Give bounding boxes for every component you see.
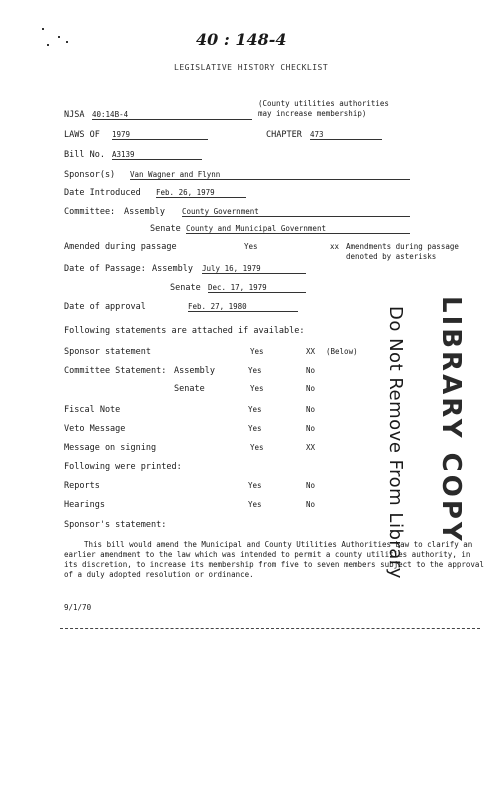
approval-value: Feb. 27, 1980 [188, 302, 298, 312]
speck [47, 44, 49, 46]
passage-assembly-label: Assembly [152, 264, 193, 274]
passage-senate-label: Senate [170, 283, 201, 293]
statement-no: No [306, 424, 316, 433]
statement-sub-label: Assembly [174, 366, 215, 376]
statement-label: Sponsor statement [64, 347, 151, 357]
statement-label: Message on signing [64, 443, 157, 453]
printed-no: No [306, 481, 316, 490]
speck [66, 41, 68, 43]
amended-yes: Yes [244, 242, 258, 251]
committee-assembly-label: Assembly [124, 207, 165, 217]
printed-yes: Yes [248, 500, 262, 509]
sponsors-label: Sponsor(s) [64, 170, 116, 180]
do-not-remove-stamp: Do Not Remove From Library [385, 306, 406, 579]
committee-assembly-value: County Government [182, 207, 410, 217]
committee-senate-value: County and Municipal Government [186, 224, 410, 234]
library-copy-stamp: LIBRARY COPY [436, 296, 466, 544]
statement-no: No [306, 405, 316, 414]
chapter-label: CHAPTER [266, 130, 302, 140]
footer-date: 9/1/70 [64, 603, 92, 612]
amended-note: Amendments during passage denoted by asterisks [346, 242, 459, 261]
statement-extra: (Below) [326, 347, 358, 356]
page-title: LEGISLATIVE HISTORY CHECKLIST [174, 63, 329, 72]
passage-senate-value: Dec. 17, 1979 [208, 283, 306, 293]
statement-no: XX [306, 443, 316, 452]
statement-label: Committee Statement: [64, 366, 167, 376]
statement-yes: Yes [250, 384, 264, 393]
statement-no: No [306, 366, 316, 375]
printed-label: Reports [64, 481, 100, 491]
njsa-note: (County utilities authorities may increase membership) [258, 99, 389, 118]
dashed-divider [60, 628, 480, 629]
bill-number-label: Bill No. [64, 150, 105, 160]
statement-no: XX [306, 347, 316, 356]
statement-no: No [306, 384, 316, 393]
statement-yes: Yes [248, 424, 262, 433]
handwritten-file-number: 40 : 148-4 [196, 30, 287, 49]
printed-yes: Yes [248, 481, 262, 490]
passage-assembly-value: July 16, 1979 [202, 264, 306, 274]
date-introduced-value: Feb. 26, 1979 [156, 188, 246, 198]
sponsors-value: Van Wagner and Flynn [130, 170, 410, 180]
passage-label: Date of Passage: [64, 264, 146, 274]
laws-of-value: 1979 [112, 130, 208, 140]
committee-label: Committee: [64, 207, 116, 217]
statements-intro: Following statements are attached if available: [64, 326, 305, 336]
statement-yes: Yes [250, 443, 264, 452]
date-introduced-label: Date Introduced [64, 188, 141, 198]
amended-label: Amended during passage [64, 242, 177, 252]
sponsor-statement-text: This bill would amend the Municipal and County Utilities Authorities Law to clarify an earlier amendment to the law which was intended to permit a county utilities authority, in its discretion, to increase its membership from five to seven members subject to the approval of a duly adopted resolution or ordinance. [64, 540, 484, 579]
statement-sub-label: Senate [174, 384, 205, 394]
committee-senate-label: Senate [150, 224, 181, 234]
bill-number-value: A3139 [112, 150, 202, 160]
laws-of-label: LAWS OF [64, 130, 100, 140]
statement-label: Fiscal Note [64, 405, 121, 415]
chapter-value: 473 [310, 130, 382, 140]
approval-label: Date of approval [64, 302, 146, 312]
sponsor-statement-label: Sponsor's statement: [64, 520, 167, 530]
njsa-label: NJSA [64, 110, 85, 120]
speck [58, 36, 60, 38]
printed-intro: Following were printed: [64, 462, 182, 472]
statement-yes: Yes [248, 405, 262, 414]
printed-no: No [306, 500, 316, 509]
statement-label: Veto Message [64, 424, 126, 434]
amended-no-struck: xx [330, 242, 340, 251]
printed-label: Hearings [64, 500, 105, 510]
speck [42, 28, 44, 30]
njsa-value: 40:14B-4 [92, 110, 252, 120]
statement-yes: Yes [248, 366, 262, 375]
statement-yes: Yes [250, 347, 264, 356]
